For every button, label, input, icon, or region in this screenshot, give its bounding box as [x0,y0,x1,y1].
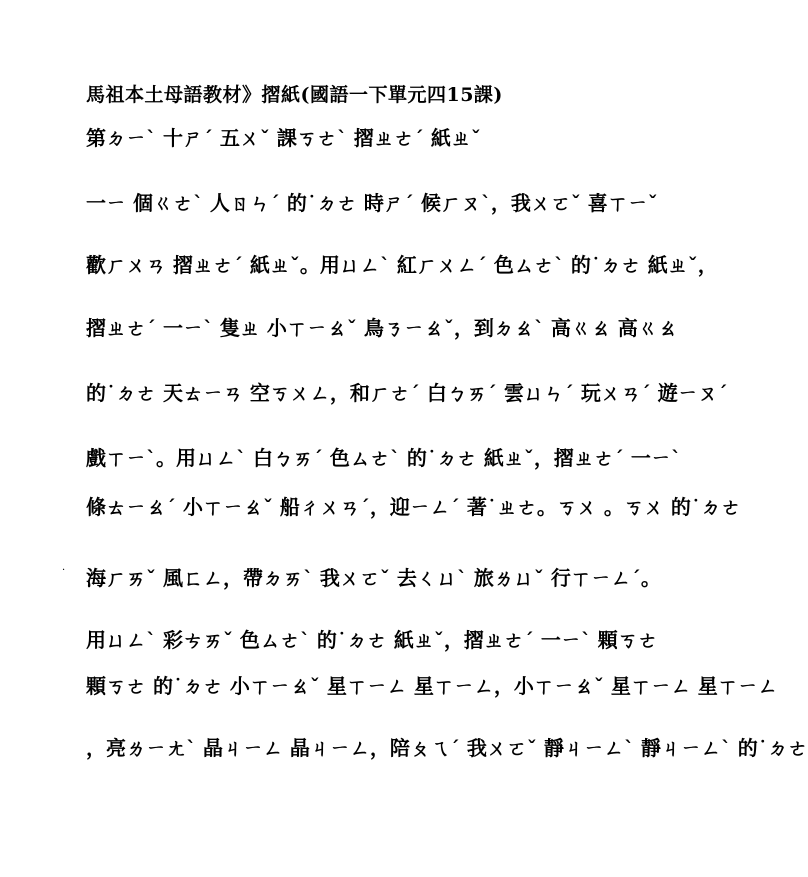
document-header: 馬祖本土母語教材》摺紙(國語一下單元四15課) [86,84,503,106]
text-line-11: ，亮ㄌㄧㄤˋ 晶ㄐㄧㄥ 晶ㄐㄧㄥ，陪ㄆㄟˊ 我ㄨㄛˇ 靜ㄐㄧㄥˋ 靜ㄐㄧㄥˋ 的˙ㄉㄜ [86,736,808,760]
text-line-6: 戲ㄒㄧˋ。用ㄩㄥˋ 白ㄅㄞˊ 色ㄙㄜˋ 的˙ㄉㄜ 紙ㄓˇ，摺ㄓㄜˊ 一ㄧˋ [86,446,681,470]
text-line-7: 條ㄊㄧㄠˊ 小ㄒㄧㄠˇ 船ㄔㄨㄢˊ，迎ㄧㄥˊ 著˙ㄓㄜ。ㄎㄨ 。ㄎㄨ 的˙ㄉㄜ [86,495,741,519]
text-line-9: 用ㄩㄥˋ 彩ㄘㄞˇ 色ㄙㄜˋ 的˙ㄉㄜ 紙ㄓˇ，摺ㄓㄜˊ 一ㄧˋ 顆ㄎㄜ [86,628,658,652]
text-line-4: 摺ㄓㄜˊ 一ㄧˋ 隻ㄓ 小ㄒㄧㄠˇ 鳥ㄋㄧㄠˇ，到ㄉㄠˋ 高ㄍㄠ 高ㄍㄠ [86,316,678,340]
text-line-5: 的˙ㄉㄜ 天ㄊㄧㄢ 空ㄎㄨㄥ，和ㄏㄜˊ 白ㄅㄞˊ 雲ㄩㄣˊ 玩ㄨㄢˊ 遊ㄧㄡˊ [86,381,728,405]
text-line-1: 第ㄉㄧˋ 十ㄕˊ 五ㄨˇ 課ㄎㄜˋ 摺ㄓㄜˊ 紙ㄓˇ [86,126,481,150]
text-line-2: 一ㄧ 個ㄍㄜˋ 人ㄖㄣˊ 的˙ㄉㄜ 時ㄕˊ 候ㄏㄡˋ，我ㄨㄛˇ 喜ㄒㄧˇ [86,191,658,215]
scan-speck: · [62,565,66,576]
text-line-3: 歡ㄏㄨㄢ 摺ㄓㄜˊ 紙ㄓˇ。用ㄩㄥˋ 紅ㄏㄨㄥˊ 色ㄙㄜˋ 的˙ㄉㄜ 紙ㄓˇ， [86,253,718,277]
text-line-10: 顆ㄎㄜ 的˙ㄉㄜ 小ㄒㄧㄠˇ 星ㄒㄧㄥ 星ㄒㄧㄥ，小ㄒㄧㄠˇ 星ㄒㄧㄥ 星ㄒㄧㄥ [86,674,778,698]
text-line-8: 海ㄏㄞˇ 風ㄈㄥ，帶ㄉㄞˋ 我ㄨㄛˇ 去ㄑㄩˋ 旅ㄌㄩˇ 行ㄒㄧㄥˊ。 [86,566,661,590]
